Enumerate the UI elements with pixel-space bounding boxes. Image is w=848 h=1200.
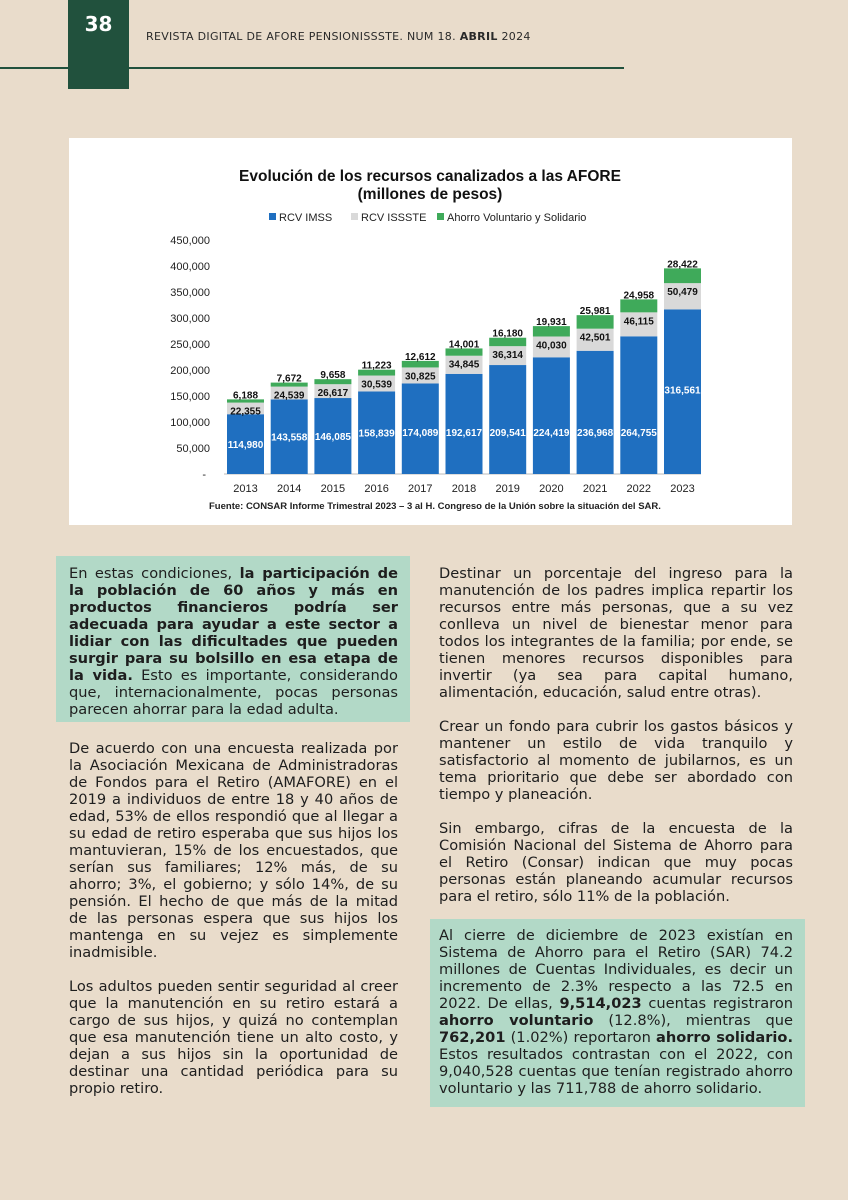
right-p4-g: (1.02%) reportaron bbox=[505, 1029, 656, 1046]
data-label-issste: 30,539 bbox=[361, 379, 392, 391]
right-p4-e: (12.8%), mientras que bbox=[593, 1012, 794, 1029]
x-tick-label: 2016 bbox=[364, 483, 389, 495]
x-tick-label: 2017 bbox=[408, 483, 433, 495]
bar-segment bbox=[446, 374, 483, 474]
legend-swatch bbox=[437, 213, 444, 220]
left-paragraph-3: Los adultos pueden sentir seguridad al creer que la manutención en su retiro estará a cargo de sus hijos, y quizá no contemplan que esa manutención tiene un alto costo, y dejan a sus hijos sin la oportunidad de destinar una cantidad periódica para su propio retiro. bbox=[69, 978, 398, 1097]
y-tick-label: 450,000 bbox=[170, 235, 210, 247]
data-label-imss: 236,968 bbox=[577, 428, 614, 439]
y-tick-label: 400,000 bbox=[170, 261, 210, 273]
data-label-imss: 158,839 bbox=[358, 428, 395, 440]
bar-segment bbox=[664, 268, 701, 283]
right-paragraph-4 bbox=[439, 927, 793, 1097]
data-label-imss: 192,617 bbox=[445, 428, 483, 439]
right-p4-d: ahorro voluntario bbox=[439, 1012, 594, 1029]
bar-segment bbox=[489, 365, 526, 474]
left-p1-tail: Esto es importante, considerando que, internacionalmente, pocas personas parecen ahorrar para la edad adulta. bbox=[69, 667, 398, 718]
x-tick-label: 2015 bbox=[320, 483, 346, 495]
data-label-imss: 224,419 bbox=[533, 428, 570, 439]
data-label-issste: 22,355 bbox=[230, 406, 261, 418]
y-tick-label: 100,000 bbox=[170, 417, 210, 429]
masthead-year: 2024 bbox=[501, 30, 531, 43]
y-tick-label: 200,000 bbox=[170, 365, 210, 377]
chart-source: Fuente: CONSAR Informe Trimestral 2023 – 3 al H. Congreso de la Unión sobre la situación del SAR. bbox=[209, 501, 661, 512]
y-tick-label: 300,000 bbox=[170, 313, 210, 325]
x-tick-label: 2014 bbox=[276, 483, 302, 495]
data-label-ahorro: 12,612 bbox=[405, 351, 436, 363]
data-label-imss: 264,755 bbox=[620, 428, 657, 439]
right-p4-f: 762,201 bbox=[439, 1029, 506, 1046]
chart-subtitle: (millones de pesos) bbox=[357, 186, 503, 203]
right-column bbox=[430, 556, 805, 1107]
masthead-month: ABRIL bbox=[459, 30, 498, 43]
left-p1-bold: la participación de la población de 60 años y más en productos financieros podría ser adecuada para ayudar a este sector a lidiar con las dificultades que pueden surgir para su bolsillo en esa etapa de la vida. bbox=[69, 565, 399, 684]
bar-segment bbox=[577, 351, 614, 474]
y-tick-label: 350,000 bbox=[170, 287, 210, 299]
data-label-ahorro: 25,981 bbox=[579, 306, 611, 318]
right-p4-i: Estos resultados contrastan con el 2022, con 9,040,528 cuentas que tenían registrado ahorro voluntario y las 711,788 de ahorro solidario. bbox=[439, 1046, 793, 1097]
data-label-issste: 36,314 bbox=[492, 350, 523, 362]
y-tick-label: 150,000 bbox=[170, 391, 210, 403]
data-label-imss: 146,085 bbox=[314, 432, 351, 444]
left-column bbox=[56, 556, 410, 1097]
data-label-issste: 40,030 bbox=[536, 340, 567, 352]
data-label-issste: 42,501 bbox=[579, 332, 611, 344]
right-p4-h: ahorro solidario. bbox=[655, 1029, 793, 1046]
data-label-issste: 30,825 bbox=[405, 371, 436, 383]
data-label-issste: 34,845 bbox=[448, 359, 480, 371]
legend-swatch bbox=[351, 213, 358, 220]
left-body bbox=[56, 740, 410, 1097]
data-label-issste: 50,479 bbox=[667, 287, 698, 299]
data-label-issste: 46,115 bbox=[623, 316, 654, 328]
y-tick-label: 250,000 bbox=[170, 339, 210, 351]
afore-resources-chart bbox=[69, 138, 792, 525]
right-paragraph-1: Destinar un porcentaje del ingreso para la manutención de los padres implica repartir los recursos entre más personas, que a su vez conlleva un nivel de bienestar menor para todos los integrantes de la familia; por ende, se tienen menores recursos disponibles para invertir (ya sea para capital humano, alimentación, educación, salud entre otras). bbox=[439, 565, 793, 701]
data-label-ahorro: 9,658 bbox=[320, 370, 346, 382]
data-label-ahorro: 14,001 bbox=[448, 339, 480, 351]
x-tick-label: 2018 bbox=[451, 483, 477, 495]
x-tick-label: 2019 bbox=[495, 483, 520, 495]
masthead-text: REVISTA DIGITAL DE AFORE PENSIONISSSTE. NUM 18. bbox=[146, 30, 456, 43]
data-label-ahorro: 6,188 bbox=[232, 390, 259, 402]
data-label-imss: 316,561 bbox=[664, 385, 701, 397]
chart-card bbox=[69, 138, 792, 525]
left-p1-intro: En estas condiciones, bbox=[69, 565, 240, 582]
right-p4-a: Al cierre de diciembre de 2023 existían en Sistema de Ahorro para el Retiro (SAR) 74.2 millones de Cuentas Individuales, es decir un incremento de 2.3% respecto a las 72.5 en 2022. De ellas, bbox=[439, 927, 793, 1012]
data-label-ahorro: 24,958 bbox=[623, 290, 655, 302]
data-label-issste: 26,617 bbox=[317, 388, 349, 400]
data-label-ahorro: 7,672 bbox=[276, 373, 302, 385]
y-tick-label: - bbox=[202, 469, 206, 481]
legend-swatch bbox=[269, 213, 276, 220]
left-paragraph-2: De acuerdo con una encuesta realizada por la Asociación Mexicana de Administradoras de Fondos para el Retiro (AMAFORE) en el 2019 a individuos de entre 18 y 40 años de edad, 53% de ellos respondió que al llegar a su edad de retiro esperaba que sus hijos los mantuvieran, 15% de los encuestados, que serían sus familiares; 12% más, de su ahorro; 3%, el gobierno; y sólo 14%, de su pensión. El hecho de que más de la mitad de las personas espera que sus hijos los mantenga en su vejez es simplemente inadmisible. bbox=[69, 740, 398, 961]
highlight-box-left bbox=[56, 556, 410, 722]
legend-label: Ahorro Voluntario y Solidario bbox=[447, 212, 587, 224]
data-label-ahorro: 28,422 bbox=[667, 259, 698, 271]
chart-title: Evolución de los recursos canalizados a las AFORE bbox=[239, 168, 621, 185]
data-label-imss: 209,541 bbox=[489, 428, 526, 439]
x-tick-label: 2020 bbox=[539, 483, 564, 495]
data-label-imss: 114,980 bbox=[227, 440, 264, 452]
right-p4-b: 9,514,023 bbox=[559, 995, 642, 1012]
data-label-imss: 174,089 bbox=[402, 428, 439, 439]
bar-segment bbox=[533, 357, 570, 474]
highlight-box-right bbox=[430, 919, 805, 1107]
right-p4-c: cuentas registraron bbox=[641, 995, 793, 1012]
right-paragraph-2: Crear un fondo para cubrir los gastos básicos y mantener un estilo de vida tranquilo y satisfactorio al momento de jubilarnos, es un tema prioritario que debe ser abordado con tiempo y planeación. bbox=[439, 718, 793, 803]
legend-label: RCV ISSSTE bbox=[361, 212, 427, 224]
data-label-ahorro: 19,931 bbox=[536, 317, 567, 329]
left-paragraph-1 bbox=[69, 565, 398, 718]
y-tick-label: 50,000 bbox=[176, 443, 210, 455]
right-paragraph-3: Sin embargo, cifras de la encuesta de la Comisión Nacional del Sistema de Ahorro para el Retiro (Consar) indican que muy pocas personas están planeando acumular recursos para el retiro, sólo 11% de la población. bbox=[439, 820, 793, 905]
data-label-ahorro: 11,223 bbox=[361, 360, 392, 372]
bar-segment bbox=[577, 315, 614, 329]
x-tick-label: 2022 bbox=[626, 483, 652, 495]
x-tick-label: 2023 bbox=[670, 483, 695, 495]
masthead bbox=[146, 30, 531, 43]
data-label-ahorro: 16,180 bbox=[492, 328, 523, 340]
data-label-issste: 24,539 bbox=[273, 390, 305, 402]
legend-label: RCV IMSS bbox=[279, 212, 333, 224]
right-body bbox=[430, 556, 805, 905]
page-number: 38 bbox=[84, 12, 113, 36]
data-label-imss: 143,558 bbox=[271, 432, 308, 444]
x-tick-label: 2021 bbox=[582, 483, 608, 495]
header-rule bbox=[0, 67, 624, 69]
bar-segment bbox=[620, 336, 657, 474]
x-tick-label: 2013 bbox=[233, 483, 258, 495]
